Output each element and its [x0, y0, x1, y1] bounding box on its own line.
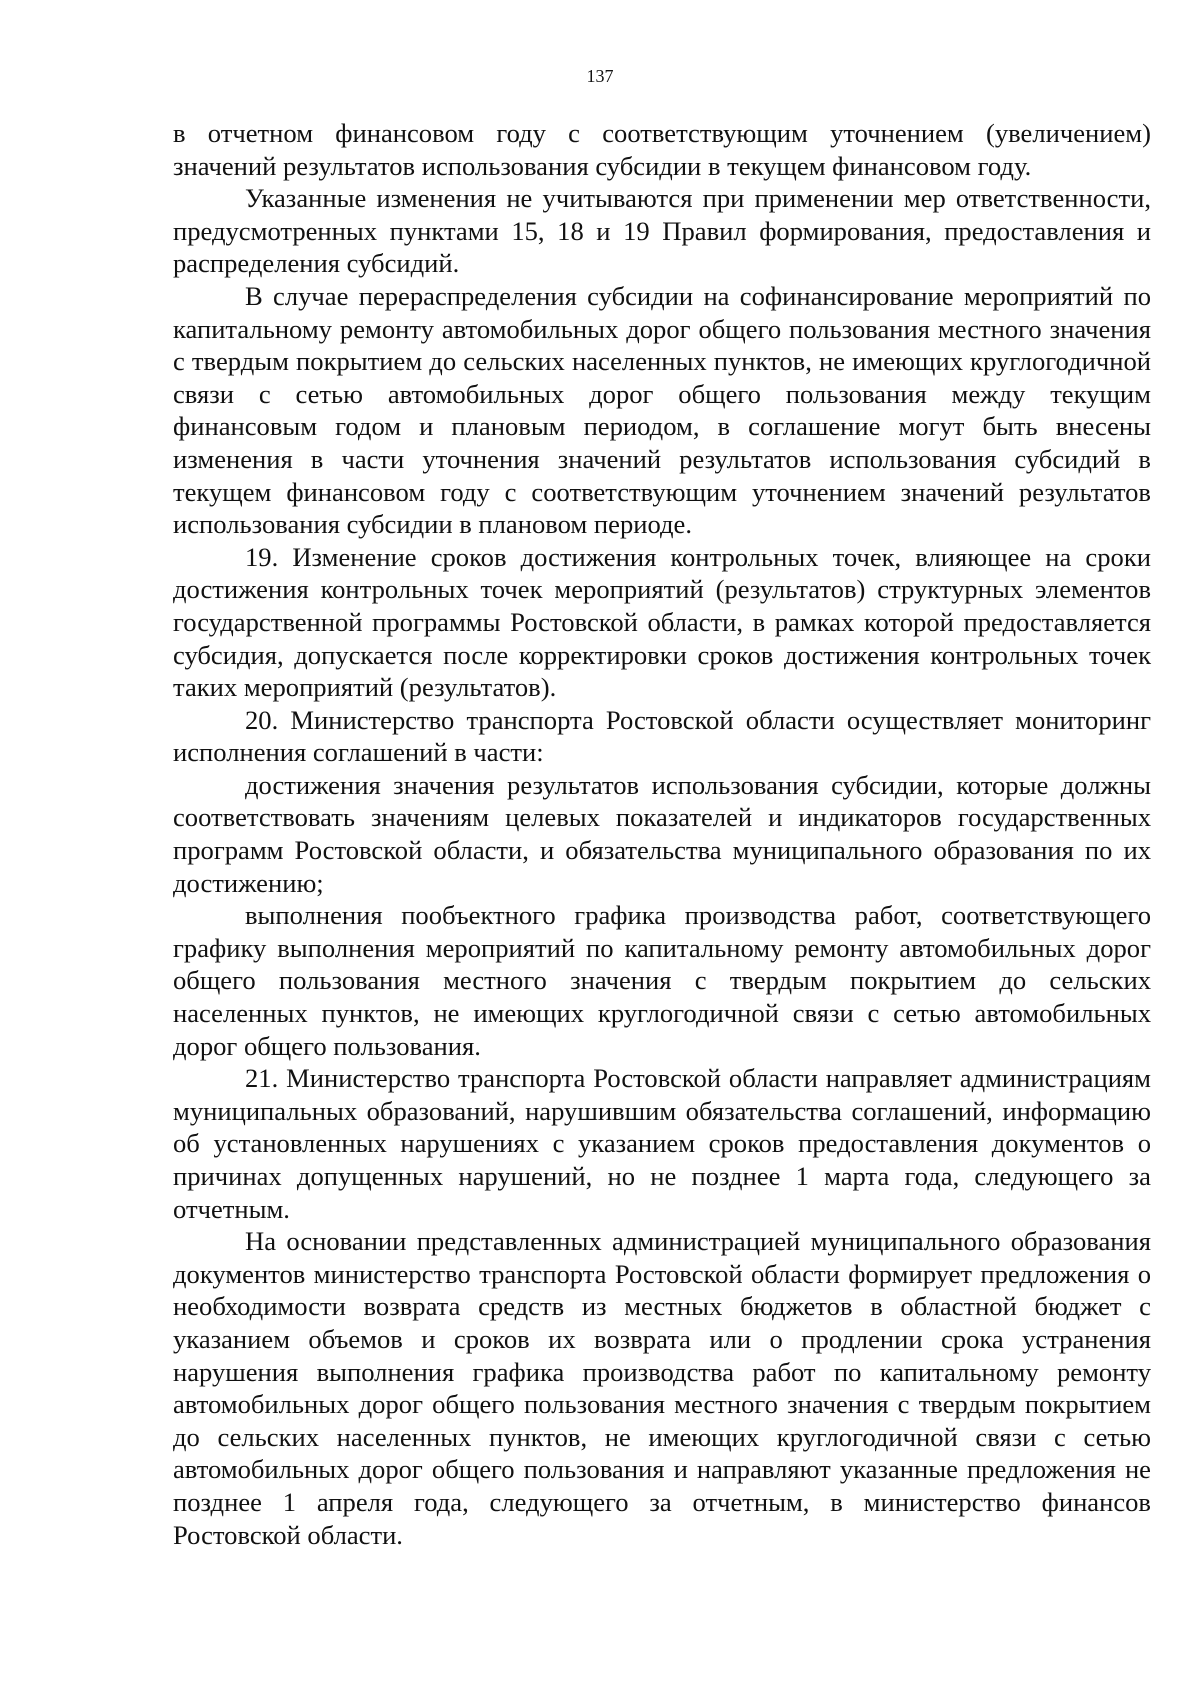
paragraph: достижения значения результатов использования субсидии, которые должны соответствовать значениям целевых показателей и индикаторов государственных программ Ростовской области, и обязательства муниципального образования по их достижению; [173, 769, 1151, 898]
paragraph-clause-20: 20. Министерство транспорта Ростовской области осуществляет мониторинг исполнения соглашений в части: [173, 704, 1151, 768]
paragraph-clause-21: 21. Министерство транспорта Ростовской области направляет администрациям муниципальных образований, нарушившим обязательства соглашений, информацию об установленных нарушениях с указанием сроков предоставления документов о причинах допущенных нарушений, но не позднее 1 марта года, следующего за отчетным. [173, 1063, 1151, 1224]
paragraph: На основании представленных администрацией муниципального образования документов министерство транспорта Ростовской области формирует предложения о необходимости возврата средств из местных бюджетов в областной бюджет с указанием объемов и сроков их возврата или о продлении срока устранения нарушения выполнения графика производства работ по капитальному ремонту автомобильных дорог общего пользования местного значения с твердым покрытием до сельских населенных пунктов, не имеющих круглогодичной связи с сетью автомобильных дорог общего пользования и направляют указанные предложения не позднее 1 апреля года, следующего за отчетным, в министерство финансов Ростовской области. [173, 1226, 1151, 1550]
paragraph-clause-19: 19. Изменение сроков достижения контрольных точек, влияющее на сроки достижения контрольных точек мероприятий (результатов) структурных элементов государственной программы Ростовской области, в рамках которой предоставляется субсидия, допускается после корректировки сроков достижения контрольных точек таких мероприятий (результатов). [173, 541, 1151, 703]
paragraph: выполнения пообъектного графика производства работ, соответствующего графику выполнения мероприятий по капитальному ремонту автомобильных дорог общего пользования местного значения с твердым покрытием до сельских населенных пунктов, не имеющих круглогодичной связи с сетью автомобильных дорог общего пользования. [173, 900, 1151, 1061]
paragraph: В случае перераспределения субсидии на софинансирование мероприятий по капитальному ремонту автомобильных дорог общего пользования местного значения с твердым покрытием до сельских населенных пунктов, не имеющих круглогодичной связи с сетью автомобильных дорог общего пользования между текущим финансовым годом и плановым периодом, в соглашение могут быть внесены изменения в части уточнения значений результатов использования субсидий в текущем финансовом году с соответствующим уточнением значений результатов использования субсидии в плановом периоде. [173, 280, 1151, 540]
paragraph: Указанные изменения не учитываются при применении мер ответственности, предусмотренных пунктами 15, 18 и 19 Правил формирования, предоставления и распределения субсидий. [173, 183, 1151, 279]
page-number: 137 [586, 66, 614, 86]
paragraph-continuation: в отчетном финансовом году с соответствующим уточнением (увеличением) значений результатов использования субсидии в текущем финансовом году. [173, 118, 1151, 181]
document-body [173, 117, 1151, 1551]
